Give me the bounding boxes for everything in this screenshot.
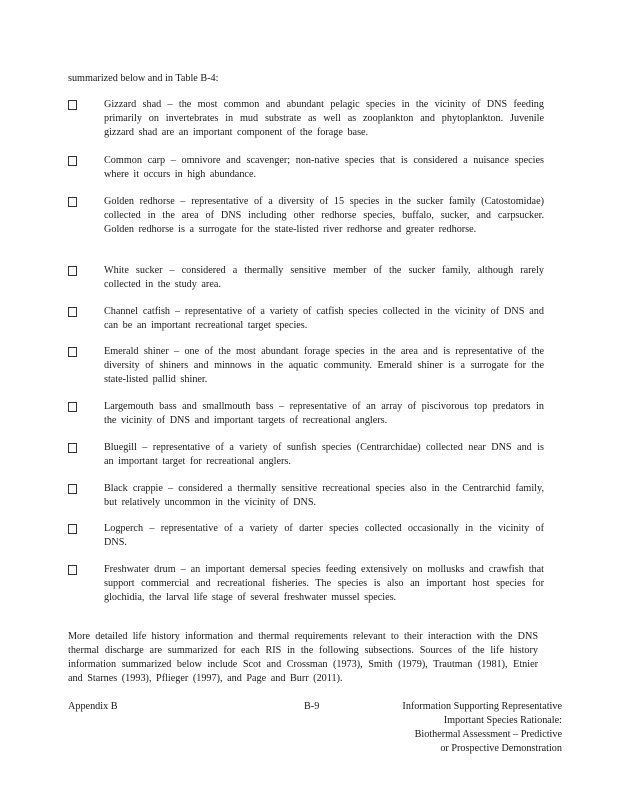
bullet-glyph-icon [68,197,77,207]
list-item-text: Logperch – representative of a variety of darter species collected occasionally in the vicinity of DNS. [104,523,544,548]
bullet-glyph-icon [68,565,77,575]
list-item-text: White sucker – considered a thermally sensitive member of the sucker family, although rarely collected in the study area. [104,265,544,290]
footer-appendix-label: Appendix B [68,701,118,712]
bullet-glyph-icon [68,484,77,494]
footer-page-number: B-9 [304,701,320,712]
bullet-glyph-icon [68,266,77,276]
list-item-text: Channel catfish – representative of a variety of catfish species collected in the vicinity of DNS and can be an important recreational target species. [104,306,544,331]
list-item-text: Bluegill – representative of a variety of sunfish species (Centrarchidae) collected near DNS and is an important target for recreational anglers. [104,442,544,467]
bullet-glyph-icon [68,347,77,357]
list-item-text: Common carp – omnivore and scavenger; non-native species that is considered a nuisance species where it occurs in high abundance. [104,155,544,180]
list-item-text: Gizzard shad – the most common and abundant pelagic species in the vicinity of DNS feeding primarily on invertebrates in mud substrate as well as zooplankton and phytoplankton. Juvenile gizzard shad are an important component of the forage base. [104,99,544,138]
footer-title-line: or Prospective Demonstration [440,743,562,754]
list-item-text: Golden redhorse – representative of a diversity of 15 species in the sucker family (Catostomidae) collected in the area of DNS including other redhorse species, buffalo, sucker, and carpsucker. Golden redhorse is a surrogate for the state-listed river redhorse and greater redhorse. [104,196,544,235]
bullet-glyph-icon [68,524,77,534]
list-item-text: Black crappie – considered a thermally sensitive recreational species also in the Centrarchid family, but relatively uncommon in the vicinity of DNS. [104,483,544,508]
bullet-glyph-icon [68,100,77,110]
list-item-text: Emerald shiner – one of the most abundant forage species in the area and is representative of the diversity of shiners and minnows in the aquatic community. Emerald shiner is a surrogate for the state-listed pallid shiner. [104,346,544,385]
closing-paragraph: More detailed life history information and thermal requirements relevant to their interaction with the DNS thermal discharge are summarized for each RIS in the following subsections. Sources of the life history information summarized below include Scot and Crossman (1973), Smith (1979), Trautman (1981), Etnier and Starnes (1993), Pflieger (1997), and Page and Burr (2011). [68,631,538,684]
bullet-glyph-icon [68,307,77,317]
footer-title-line: Biothermal Assessment – Predictive [414,729,562,740]
bullet-glyph-icon [68,443,77,453]
list-item-text: Freshwater drum – an important demersal species feeding extensively on mollusks and crawfish that support commercial and recreational fisheries. The species is also an important host species for glochidia, the larval life stage of several freshwater mussel species. [104,564,544,603]
list-item-text: Largemouth bass and smallmouth bass – representative of an array of piscivorous top predators in the vicinity of DNS and important targets of recreational anglers. [104,401,544,426]
footer-title-line: Important Species Rationale: [443,715,562,726]
intro-text: summarized below and in Table B-4: [68,73,219,84]
footer-document-title [372,700,562,756]
bullet-glyph-icon [68,156,77,166]
bullet-glyph-icon [68,402,77,412]
footer-title-line: Information Supporting Representative [402,701,562,712]
